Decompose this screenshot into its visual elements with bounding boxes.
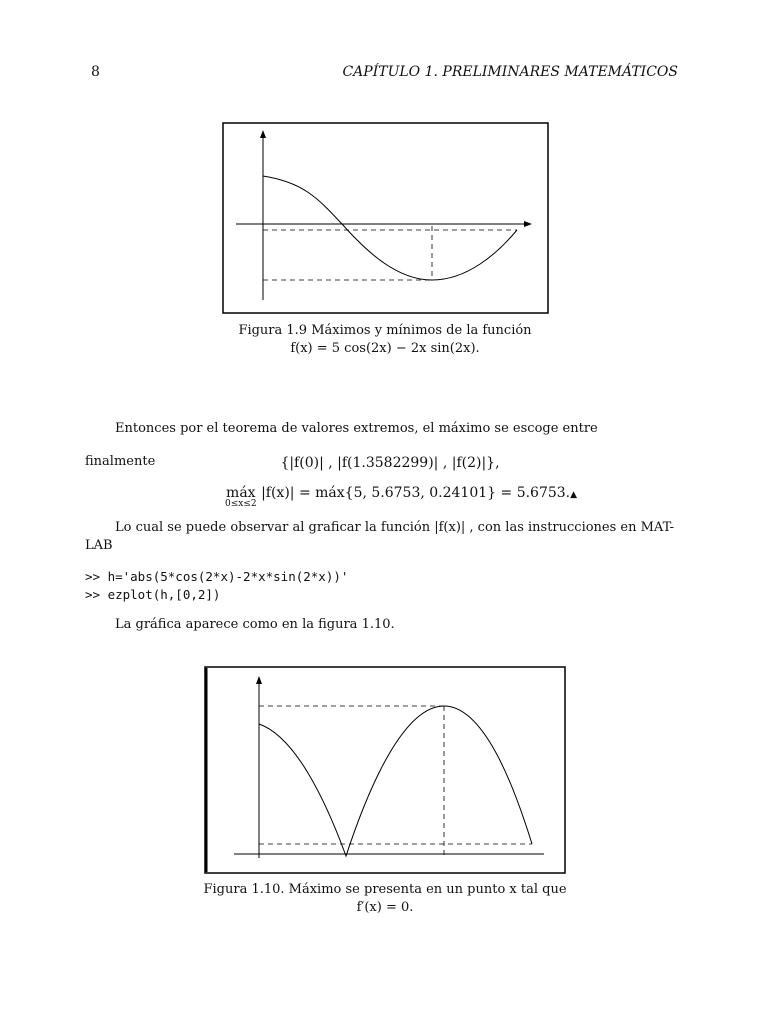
chapter-title: CAPÍTULO 1. PRELIMINARES MATEMÁTICOS (342, 64, 678, 80)
page-number: 8 (91, 64, 100, 80)
figure-1-10-caption (170, 881, 600, 917)
figure-1-9-caption (180, 322, 590, 358)
figure-1-10-plot (204, 666, 566, 874)
caption-line-1: Figura 1.10. Máximo se presenta en un punto x tal que (203, 882, 567, 897)
paragraph-extreme-values: Entonces por el teorema de valores extremos, el máximo se escoge entre (115, 421, 598, 436)
page-header (91, 64, 678, 84)
figure-1-9 (222, 122, 549, 314)
caption-line-2: f′(x) = 0. (356, 900, 414, 915)
paragraph-matlab: Lo cual se puede observar al graficar la función |f(x)| , con las instrucciones en MAT-LAB (85, 520, 674, 553)
figure-frame (223, 123, 548, 313)
equation-candidates: {|f(0)| , |f(1.3582299)| , |f(2)|}, (280, 455, 500, 471)
caption-line-1: Figura 1.9 Máximos y mínimos de la función (238, 323, 532, 338)
code-line-1: >> h='abs(5*cos(2*x)-2*x*sin(2*x))' (85, 569, 349, 584)
matlab-code (85, 568, 348, 604)
max-label: máx (226, 485, 256, 501)
caption-line-2: f(x) = 5 cos(2x) − 2x sin(2x). (290, 341, 480, 356)
figure-1-10 (204, 666, 566, 874)
paragraph-figure-reference: La gráfica aparece como en la figura 1.10. (115, 617, 395, 632)
max-expression: |f(x)| = máx{5, 5.6753, 0.24101} = 5.6753. (256, 485, 571, 501)
equation-maximum (225, 485, 577, 509)
max-operator (225, 485, 257, 509)
code-line-2: >> ezplot(h,[0,2]) (85, 587, 221, 602)
figure-1-9-plot (222, 122, 549, 314)
max-subscript: 0≤x≤2 (225, 499, 257, 509)
qed-triangle: ▲ (570, 490, 578, 500)
word-finalmente: finalmente (85, 454, 156, 469)
